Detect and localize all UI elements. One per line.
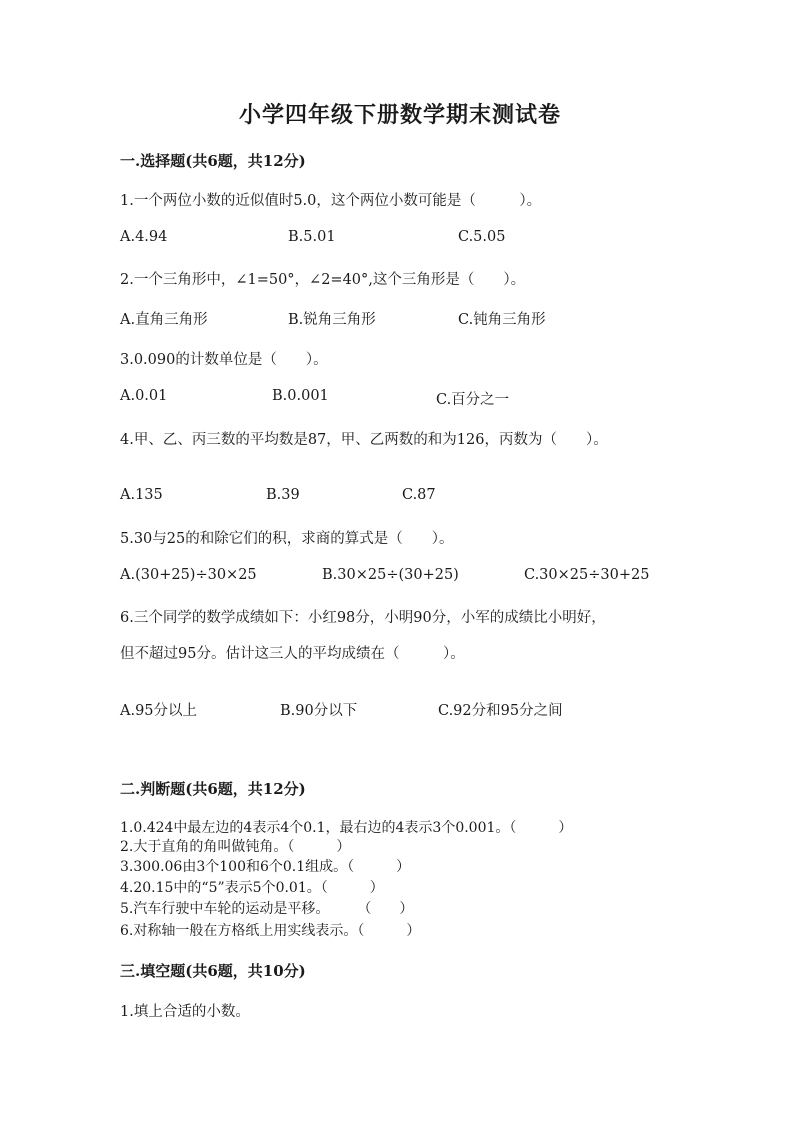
question-2: 2.一个三角形中，∠1=50°，∠2=40°,这个三角形是（ ）。 <box>120 272 526 288</box>
option-2b: B.锐角三角形 <box>288 312 376 328</box>
option-3c: C.百分之一 <box>436 392 510 408</box>
question-5: 5.30与25的和除它们的积，求商的算式是（ ）。 <box>120 531 454 547</box>
question-3: 3.0.090的计数单位是（ ）。 <box>120 352 328 368</box>
option-3b: B.0.001 <box>272 388 329 404</box>
judge-item-6: 6.对称轴一般在方格纸上用实线表示。（ ） <box>120 923 421 939</box>
judge-item-5: 5.汽车行驶中车轮的运动是平移。 （ ） <box>120 901 414 917</box>
option-5c: C.30×25÷30+25 <box>524 567 650 583</box>
option-2c: C.钝角三角形 <box>458 312 546 328</box>
fill-question-1: 1.填上合适的小数。 <box>120 1004 250 1020</box>
judge-item-2: 2.大于直角的角叫做钝角。（ ） <box>120 839 351 855</box>
option-5a: A.(30+25)÷30×25 <box>120 567 257 583</box>
page-title: 小学四年级下册数学期末测试卷 <box>238 102 561 128</box>
question-6-line2: 但不超过95分。估计这三人的平均成绩在（ ）。 <box>120 646 465 662</box>
section-heading-choice: 一.选择题(共6题，共12分) <box>120 152 306 170</box>
option-3a: A.0.01 <box>120 388 168 404</box>
option-1a: A.4.94 <box>120 229 168 245</box>
option-2a: A.直角三角形 <box>120 312 208 328</box>
option-4c: C.87 <box>402 487 436 503</box>
question-6-line1: 6.三个同学的数学成绩如下：小红98分，小明90分，小军的成绩比小明好， <box>120 610 606 626</box>
judge-item-1: 1.0.424中最左边的4表示4个0.1，最右边的4表示3个0.001。（ ） <box>120 820 573 836</box>
option-6a: A.95分以上 <box>120 703 198 719</box>
option-4a: A.135 <box>120 487 163 503</box>
question-1: 1.一个两位小数的近似值时5.0，这个两位小数可能是（ ）。 <box>120 193 542 209</box>
question-4: 4.甲、乙、丙三数的平均数是87，甲、乙两数的和为126，丙数为（ ）。 <box>120 432 608 448</box>
option-4b: B.39 <box>266 487 300 503</box>
judge-item-3: 3.300.06由3个100和6个0.1组成。（ ） <box>120 859 411 875</box>
option-1c: C.5.05 <box>458 229 506 245</box>
option-1b: B.5.01 <box>288 229 336 245</box>
option-6c: C.92分和95分之间 <box>438 703 563 719</box>
section-heading-judge: 二.判断题(共6题，共12分) <box>120 780 306 798</box>
judge-item-4: 4.20.15中的“5”表示5个0.01。（ ） <box>120 880 384 896</box>
option-5b: B.30×25÷(30+25) <box>322 567 459 583</box>
option-6b: B.90分以下 <box>280 703 358 719</box>
section-heading-fill: 三.填空题(共6题，共10分) <box>120 962 306 980</box>
